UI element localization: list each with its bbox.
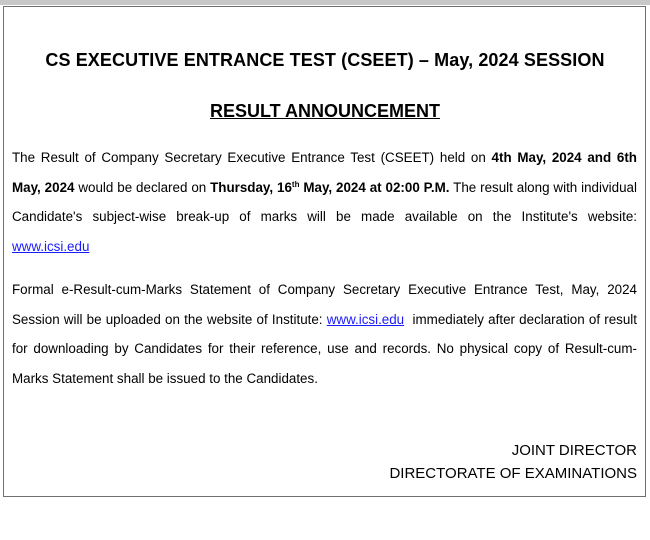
para1-text-3: The result along with individual Candidate's subject-wise break-up of marks will be made available on the Institute's website:	[12, 179, 637, 224]
icsi-website-link[interactable]: www.icsi.edu	[12, 238, 90, 254]
statement-paragraph	[12, 275, 641, 393]
icsi-website-link-2[interactable]: www.icsi.edu	[326, 311, 405, 327]
para2-text-2: immediately after declaration of result for downloading by Candidates for their reference, use and records. No physical copy of Result-cum-Marks Statement shall be issued to the Candidates.	[12, 311, 641, 386]
section-heading: RESULT ANNOUNCEMENT	[210, 101, 440, 121]
signatory-title: JOINT DIRECTOR	[511, 442, 637, 459]
top-edge-bar	[0, 0, 650, 5]
ordinal-suffix: th	[291, 179, 300, 189]
result-datetime	[210, 180, 449, 195]
result-date-rest: May, 2024 at 02:00 P.M.	[299, 179, 450, 195]
para2-text-1: Formal e-Result-cum-Marks Statement of Company Secretary Executive Entrance Test, May, 2024 Session will be uploaded on the website of Institute:	[12, 282, 637, 327]
para1-text-2: would be declared on	[74, 179, 211, 195]
result-paragraph	[12, 143, 637, 261]
page-title: CS EXECUTIVE ENTRANCE TEST (CSEET) – May, 2024 SESSION	[45, 50, 605, 70]
para1-text-1: The Result of Company Secretary Executive Entrance Test (CSEET) held on	[12, 150, 492, 165]
result-date-day: Thursday, 16	[210, 179, 292, 195]
signatory-department: DIRECTORATE OF EXAMINATIONS	[389, 465, 637, 482]
exam-dates: 4th May, 2024 and 6th May, 2024	[12, 150, 637, 195]
